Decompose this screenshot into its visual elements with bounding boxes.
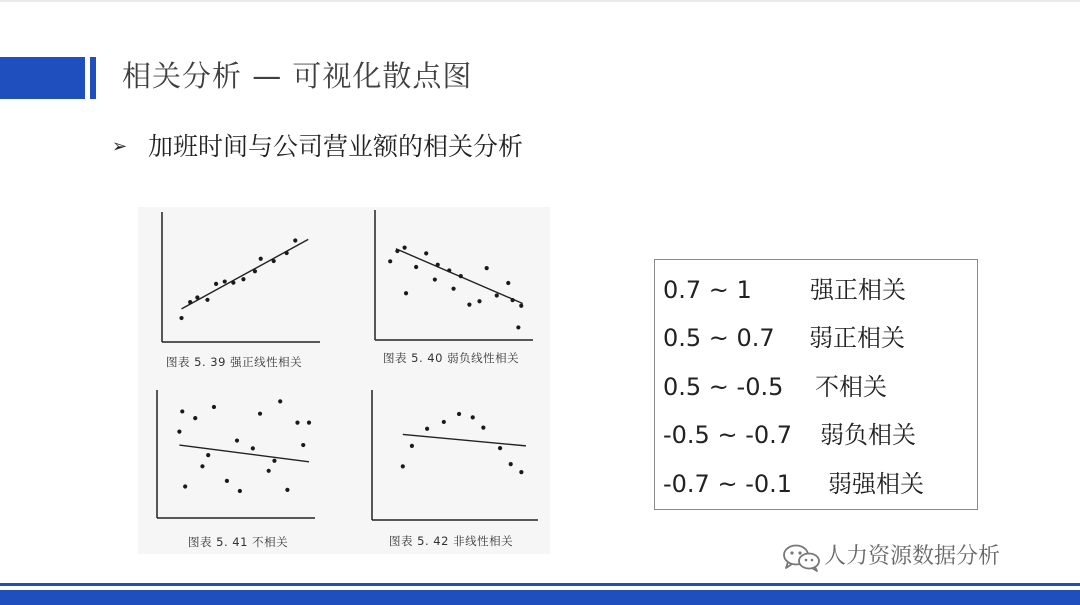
trend-line — [403, 434, 526, 445]
scatter-point — [258, 412, 262, 416]
scatter-point — [214, 282, 218, 286]
chart-caption-weak-negative: 图表 5. 40 弱负线性相关 — [383, 351, 520, 365]
scatter-point — [498, 446, 502, 450]
scatter-point — [414, 265, 418, 269]
legend-label: 强正相关 — [810, 276, 906, 304]
scatter-point — [442, 420, 446, 424]
scatter-point — [519, 470, 523, 474]
scatter-point — [425, 427, 429, 431]
scatter-point — [193, 416, 197, 420]
scatter-point — [238, 489, 242, 493]
watermark — [780, 540, 1000, 574]
scatter-point — [212, 405, 216, 409]
scatter-point — [301, 443, 305, 447]
title-accent-line — [90, 57, 96, 99]
title-accent-block — [0, 57, 85, 99]
scatter-chart-no-correlation — [155, 390, 315, 520]
scatter-point — [403, 246, 407, 250]
scatter-point — [481, 426, 485, 430]
correlation-legend — [654, 259, 978, 510]
trend-line — [182, 239, 309, 309]
legend-range: -0.5 ~ -0.7 — [663, 421, 793, 449]
scatter-point — [410, 444, 414, 448]
watermark-text: 人力资源数据分析 — [824, 544, 1001, 569]
scatter-point — [188, 300, 192, 304]
legend-range: 0.5 ~ 0.7 — [663, 324, 775, 352]
wechat-icon — [780, 542, 824, 572]
scatter-point — [195, 295, 199, 299]
legend-label: 弱负相关 — [820, 421, 916, 449]
scatter-point — [177, 430, 181, 434]
scatter-point — [205, 298, 209, 302]
legend-range: -0.7 ~ -0.1 — [663, 470, 793, 498]
scatter-point — [272, 459, 276, 463]
scatter-point — [225, 479, 229, 483]
chart-caption-no-correlation: 图表 5. 41 不相关 — [188, 535, 289, 549]
bullet-arrow-icon: ➢ — [112, 136, 128, 157]
scatter-point — [285, 251, 289, 255]
scatter-point — [436, 263, 440, 267]
scatter-point — [401, 464, 405, 468]
top-rule — [0, 0, 1080, 2]
scatter-point — [235, 438, 239, 442]
scatter-point — [477, 299, 481, 303]
scatter-point — [259, 257, 263, 261]
bullet-point — [112, 131, 523, 163]
scatter-point — [293, 238, 297, 242]
scatter-point — [388, 259, 392, 263]
bullet-text: 加班时间与公司营业额的相关分析 — [148, 132, 524, 161]
scatter-point — [278, 399, 282, 403]
legend-label: 弱强相关 — [828, 470, 924, 498]
legend-label: 不相关 — [815, 373, 887, 401]
scatter-point — [447, 268, 451, 272]
scatter-point — [231, 281, 235, 285]
trend-line — [179, 445, 309, 462]
scatter-point — [471, 415, 475, 419]
scatter-point — [179, 316, 183, 320]
scatter-point — [485, 266, 489, 270]
scatter-point — [295, 421, 299, 425]
page-title: 相关分析 — 可视化散点图 — [122, 59, 473, 93]
scatter-point — [395, 249, 399, 253]
scatter-point — [251, 446, 255, 450]
scatter-point — [457, 412, 461, 416]
scatter-chart-weak-negative — [373, 210, 533, 342]
scatter-point — [272, 259, 276, 263]
scatter-point — [307, 421, 311, 425]
chart-caption-nonlinear: 图表 5. 42 非线性相关 — [389, 534, 514, 548]
scatter-point — [511, 298, 515, 302]
footer-rule-thick — [0, 590, 1080, 605]
scatter-point — [451, 287, 455, 291]
scatter-point — [467, 303, 471, 307]
legend-range: 0.5 ~ -0.5 — [663, 373, 784, 401]
scatter-chart-strong-positive — [160, 212, 320, 344]
scatter-point — [183, 484, 187, 488]
scatter-point — [509, 462, 513, 466]
scatter-point — [223, 279, 227, 283]
scatter-point — [241, 277, 245, 281]
scatter-point — [459, 274, 463, 278]
legend-label: 弱正相关 — [809, 324, 905, 352]
chart-caption-strong-positive: 图表 5. 39 强正线性相关 — [166, 355, 303, 369]
scatter-point — [253, 269, 257, 273]
scatter-point — [519, 304, 523, 308]
scatter-point — [180, 409, 184, 413]
scatter-point — [495, 293, 499, 297]
legend-range: 0.7 ~ 1 — [663, 276, 752, 304]
scatter-point — [285, 488, 289, 492]
scatter-point — [200, 464, 204, 468]
footer-rule-thin — [0, 583, 1080, 586]
scatter-point — [206, 453, 210, 457]
scatter-point — [516, 325, 520, 329]
scatter-point — [433, 277, 437, 281]
scatter-chart-nonlinear — [370, 390, 538, 522]
scatter-point — [404, 291, 408, 295]
scatter-point — [424, 251, 428, 255]
scatter-point — [506, 281, 510, 285]
scatter-point — [267, 469, 271, 473]
